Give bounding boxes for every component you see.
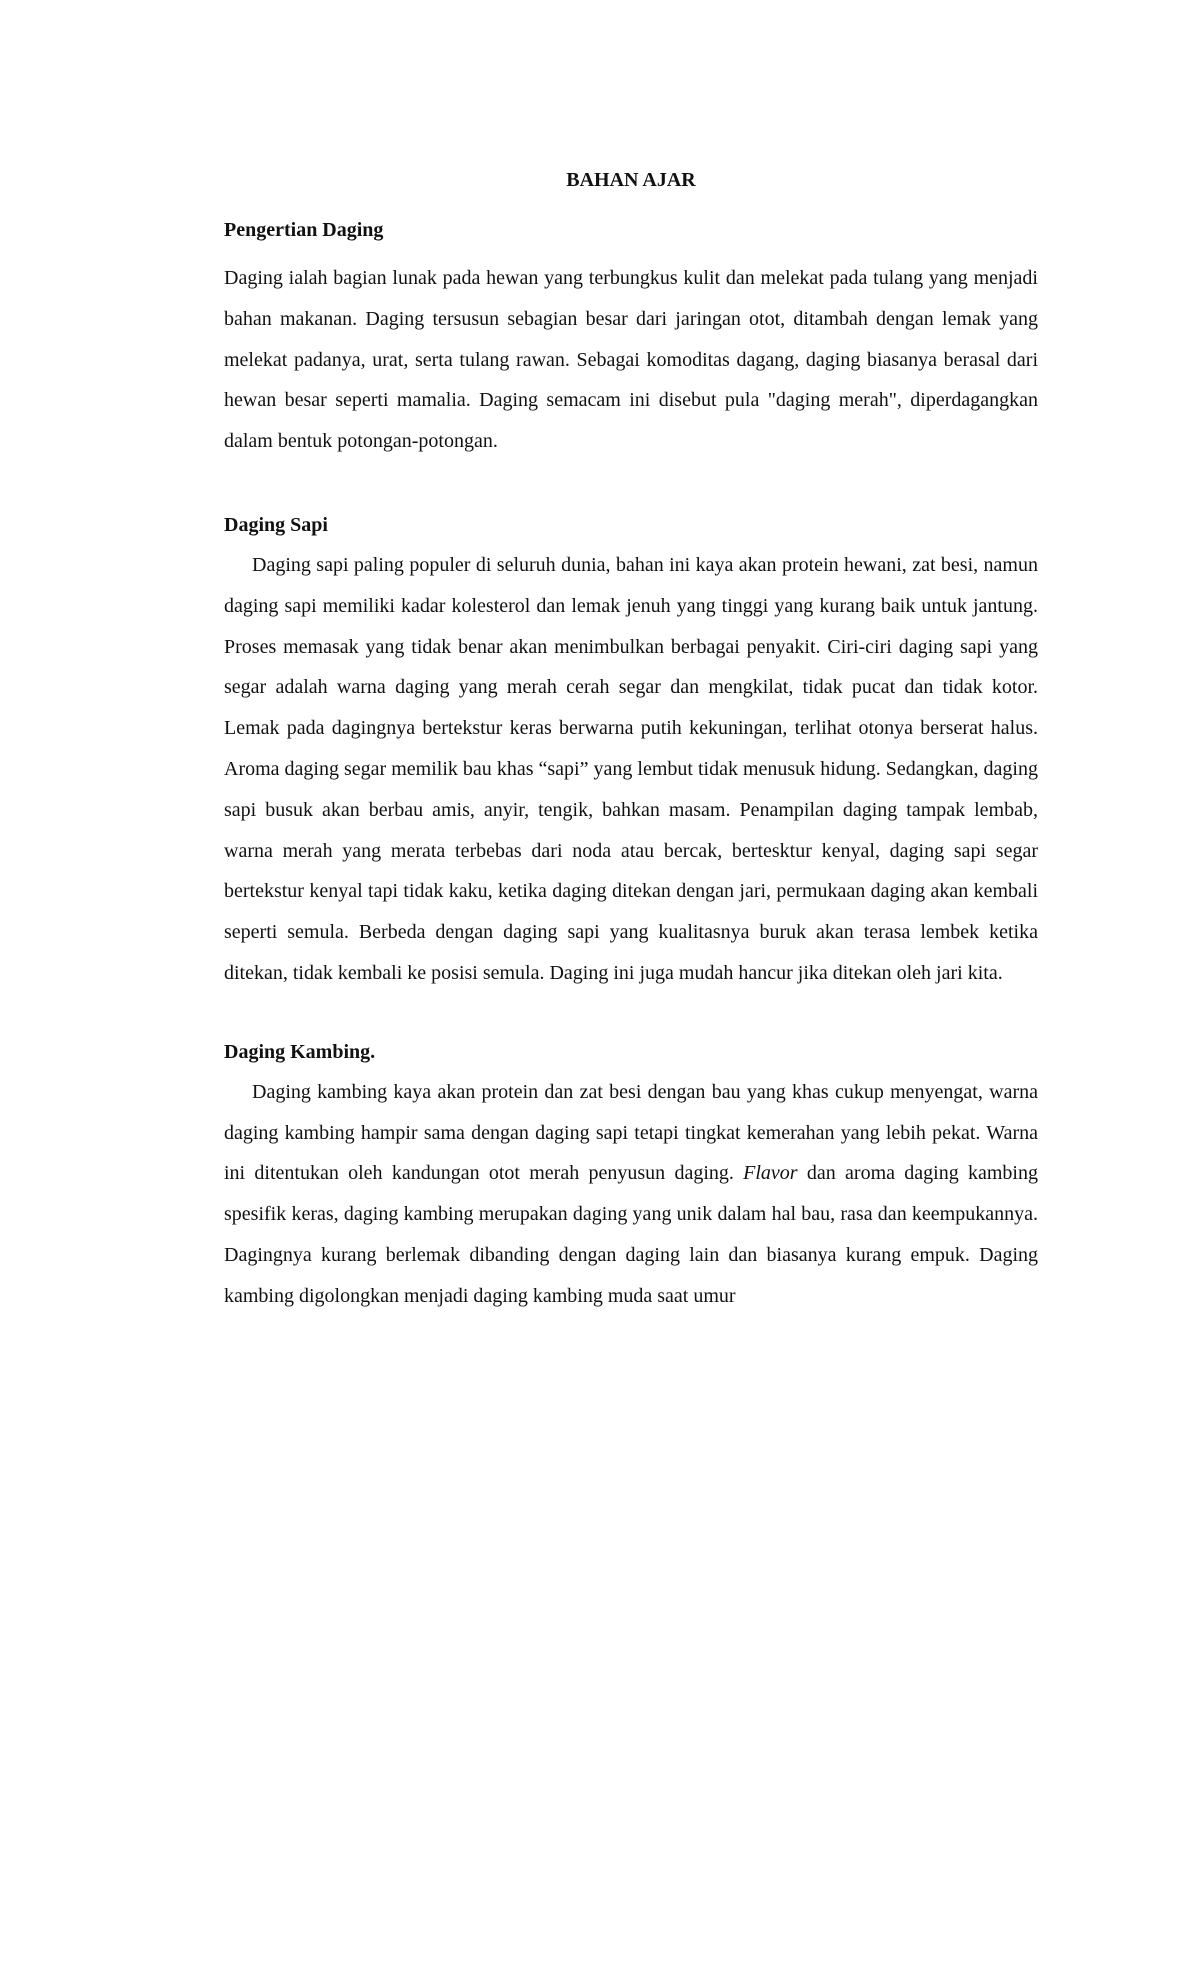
paragraph-daging-kambing-part2: dan aroma daging kambing spesifik keras, daging kambing merupakan daging yang unik dalam hal bau, rasa dan keempukannya. Dagingnya kurang berlemak dibanding dengan daging lain dan biasanya kurang empuk. Daging kambing digolongkan menjadi daging kambing muda saat umur <box>224 1162 1038 1307</box>
paragraph-daging-sapi: Daging sapi paling populer di seluruh dunia, bahan ini kaya akan protein hewani, zat besi, namun daging sapi memiliki kadar kolesterol dan lemak jenuh yang tinggi yang kurang baik untuk jantung. Proses memasak yang tidak benar akan menimbulkan berbagai penyakit. Ciri-ciri daging sapi yang segar adalah warna daging yang merah cerah segar dan mengkilat, tidak pucat dan tidak kotor. Lemak pada dagingnya bertekstur keras berwarna putih kekuningan, terlihat otonya berserat halus. Aroma daging segar memilik bau khas “sapi” yang lembut tidak menusuk hidung. Sedangkan, daging sapi busuk akan berbau amis, anyir, tengik, bahkan masam. Penampilan daging tampak lembab, warna merah yang merata terbebas dari noda atau bercak, bertesktur kenyal, daging sapi segar bertekstur kenyal tapi tidak kaku, ketika daging ditekan dengan jari, permukaan daging akan kembali seperti semula. Berbeda dengan daging sapi yang kualitasnya buruk akan terasa lembek ketika ditekan, tidak kembali ke posisi semula. Daging ini juga mudah hancur jika ditekan oleh jari kita. <box>224 553 1038 984</box>
section-pengertian-daging <box>224 210 1038 462</box>
section-heading-daging-kambing: Daging Kambing. <box>224 1040 376 1063</box>
paragraph-daging-kambing-part1: Daging kambing kaya akan protein dan zat besi dengan bau yang khas cukup menyengat, warna daging kambing hampir sama dengan daging sapi tetapi tingkat kemerahan yang lebih pekat. Warna ini ditentukan oleh kandungan otot merah penyusun daging. <box>224 1080 1038 1185</box>
section-daging-sapi <box>224 505 1038 994</box>
section-heading-pengertian-daging: Pengertian Daging <box>224 219 384 241</box>
document-page <box>224 160 1038 1317</box>
section-daging-kambing <box>224 1032 1038 1317</box>
document-title: BAHAN AJAR <box>566 169 696 191</box>
paragraph-daging-kambing-italic-term: Flavor <box>743 1162 798 1185</box>
paragraph-daging-kambing <box>224 1072 1038 1317</box>
section-heading-daging-sapi: Daging Sapi <box>224 513 328 536</box>
paragraph-pengertian-daging: Daging ialah bagian lunak pada hewan yang terbungkus kulit dan melekat pada tulang yang menjadi bahan makanan. Daging tersusun sebagian besar dari jaringan otot, ditambah dengan lemak yang melekat padanya, urat, serta tulang rawan. Sebagai komoditas dagang, daging biasanya berasal dari hewan besar seperti mamalia. Daging semacam ini disebut pula "daging merah", diperdagangkan dalam bentuk potongan-potongan. <box>224 267 1038 453</box>
